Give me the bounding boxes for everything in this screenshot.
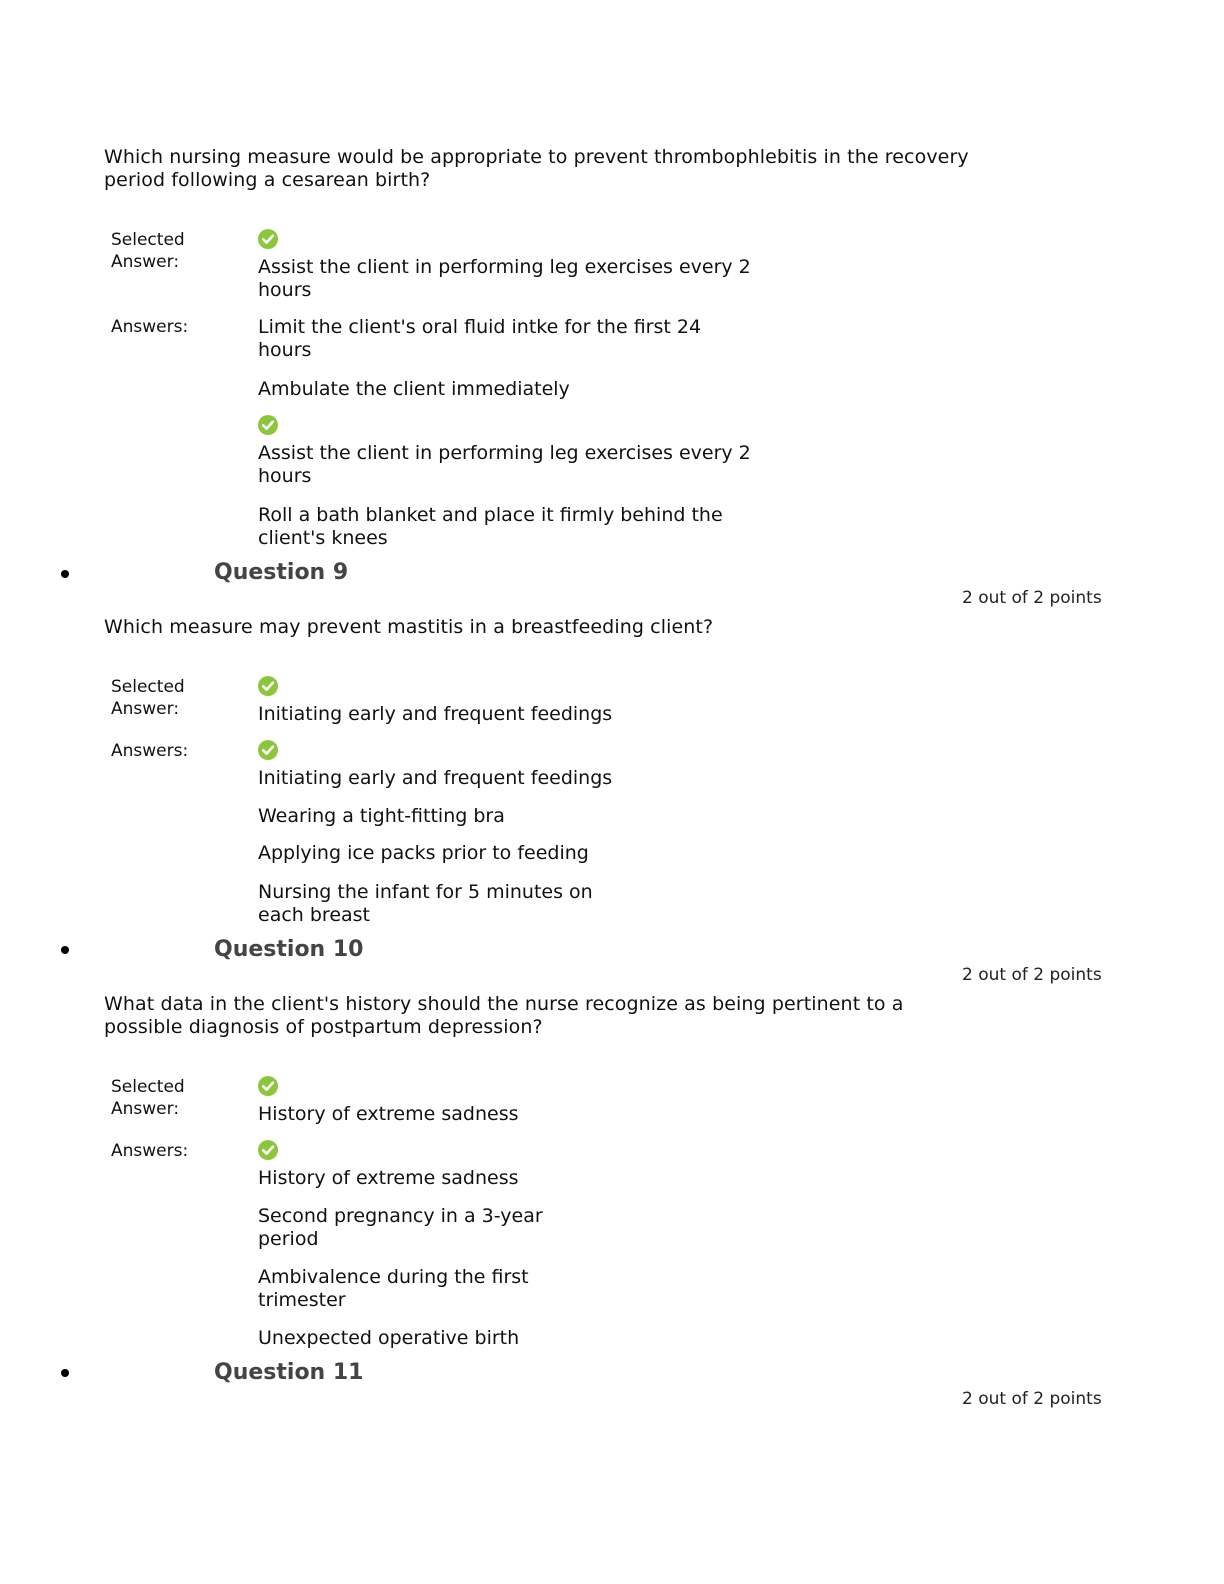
question-10-text: What data in the client's history should the nurse recognize as being pertinent to a possible diagnosis of postpartum depression?	[104, 993, 904, 1038]
answer-option: Applying ice packs prior to feeding	[258, 842, 589, 864]
selected-answer-label: Selected Answer:	[111, 1077, 185, 1119]
answer-option: Nursing the infant for 5 minutes on each breast	[258, 881, 593, 926]
answer-option: Wearing a tight-fitting bra	[258, 805, 505, 827]
selected-answer-label: Selected Answer:	[111, 230, 185, 272]
question-heading: Question 9	[214, 560, 349, 585]
answer-option: Unexpected operative birth	[258, 1327, 520, 1349]
selected-answer-text: Initiating early and frequent feedings	[258, 703, 613, 725]
check-circle-icon	[258, 1076, 278, 1096]
answers-label: Answers:	[111, 1141, 189, 1161]
selected-answer-text: History of extreme sadness	[258, 1103, 519, 1125]
check-circle-icon	[258, 1140, 278, 1160]
answer-option: Second pregnancy in a 3-year period	[258, 1205, 543, 1250]
question-heading: Question 11	[214, 1360, 364, 1385]
check-circle-icon	[258, 740, 278, 760]
answer-option: Limit the client's oral fluid intke for the first 24 hours	[258, 316, 702, 361]
check-circle-icon	[258, 676, 278, 696]
selected-answer-text: Assist the client in performing leg exercises every 2 hours	[258, 256, 751, 301]
question-points: 2 out of 2 points	[962, 588, 1102, 608]
answer-option: Roll a bath blanket and place it firmly behind the client's knees	[258, 504, 723, 549]
question-points: 2 out of 2 points	[962, 965, 1102, 985]
answer-option-correct: Initiating early and frequent feedings	[258, 767, 613, 789]
answers-label: Answers:	[111, 741, 189, 761]
check-circle-icon	[258, 415, 278, 435]
list-bullet	[61, 1369, 69, 1377]
selected-answer-label: Selected Answer:	[111, 677, 185, 719]
answers-label: Answers:	[111, 317, 189, 337]
question-heading: Question 10	[214, 937, 364, 962]
list-bullet	[61, 946, 69, 954]
answer-option-correct: Assist the client in performing leg exercises every 2 hours	[258, 442, 751, 487]
question-8-text: Which nursing measure would be appropriate to prevent thrombophlebitis in the recovery period following a cesarean birth?	[104, 146, 969, 191]
answer-option: Ambulate the client immediately	[258, 378, 570, 400]
list-bullet	[61, 570, 69, 578]
check-circle-icon	[258, 229, 278, 249]
answer-option-correct: History of extreme sadness	[258, 1167, 519, 1189]
answer-option: Ambivalence during the first trimester	[258, 1266, 529, 1311]
question-9-text: Which measure may prevent mastitis in a breastfeeding client?	[104, 616, 714, 638]
question-points: 2 out of 2 points	[962, 1389, 1102, 1409]
